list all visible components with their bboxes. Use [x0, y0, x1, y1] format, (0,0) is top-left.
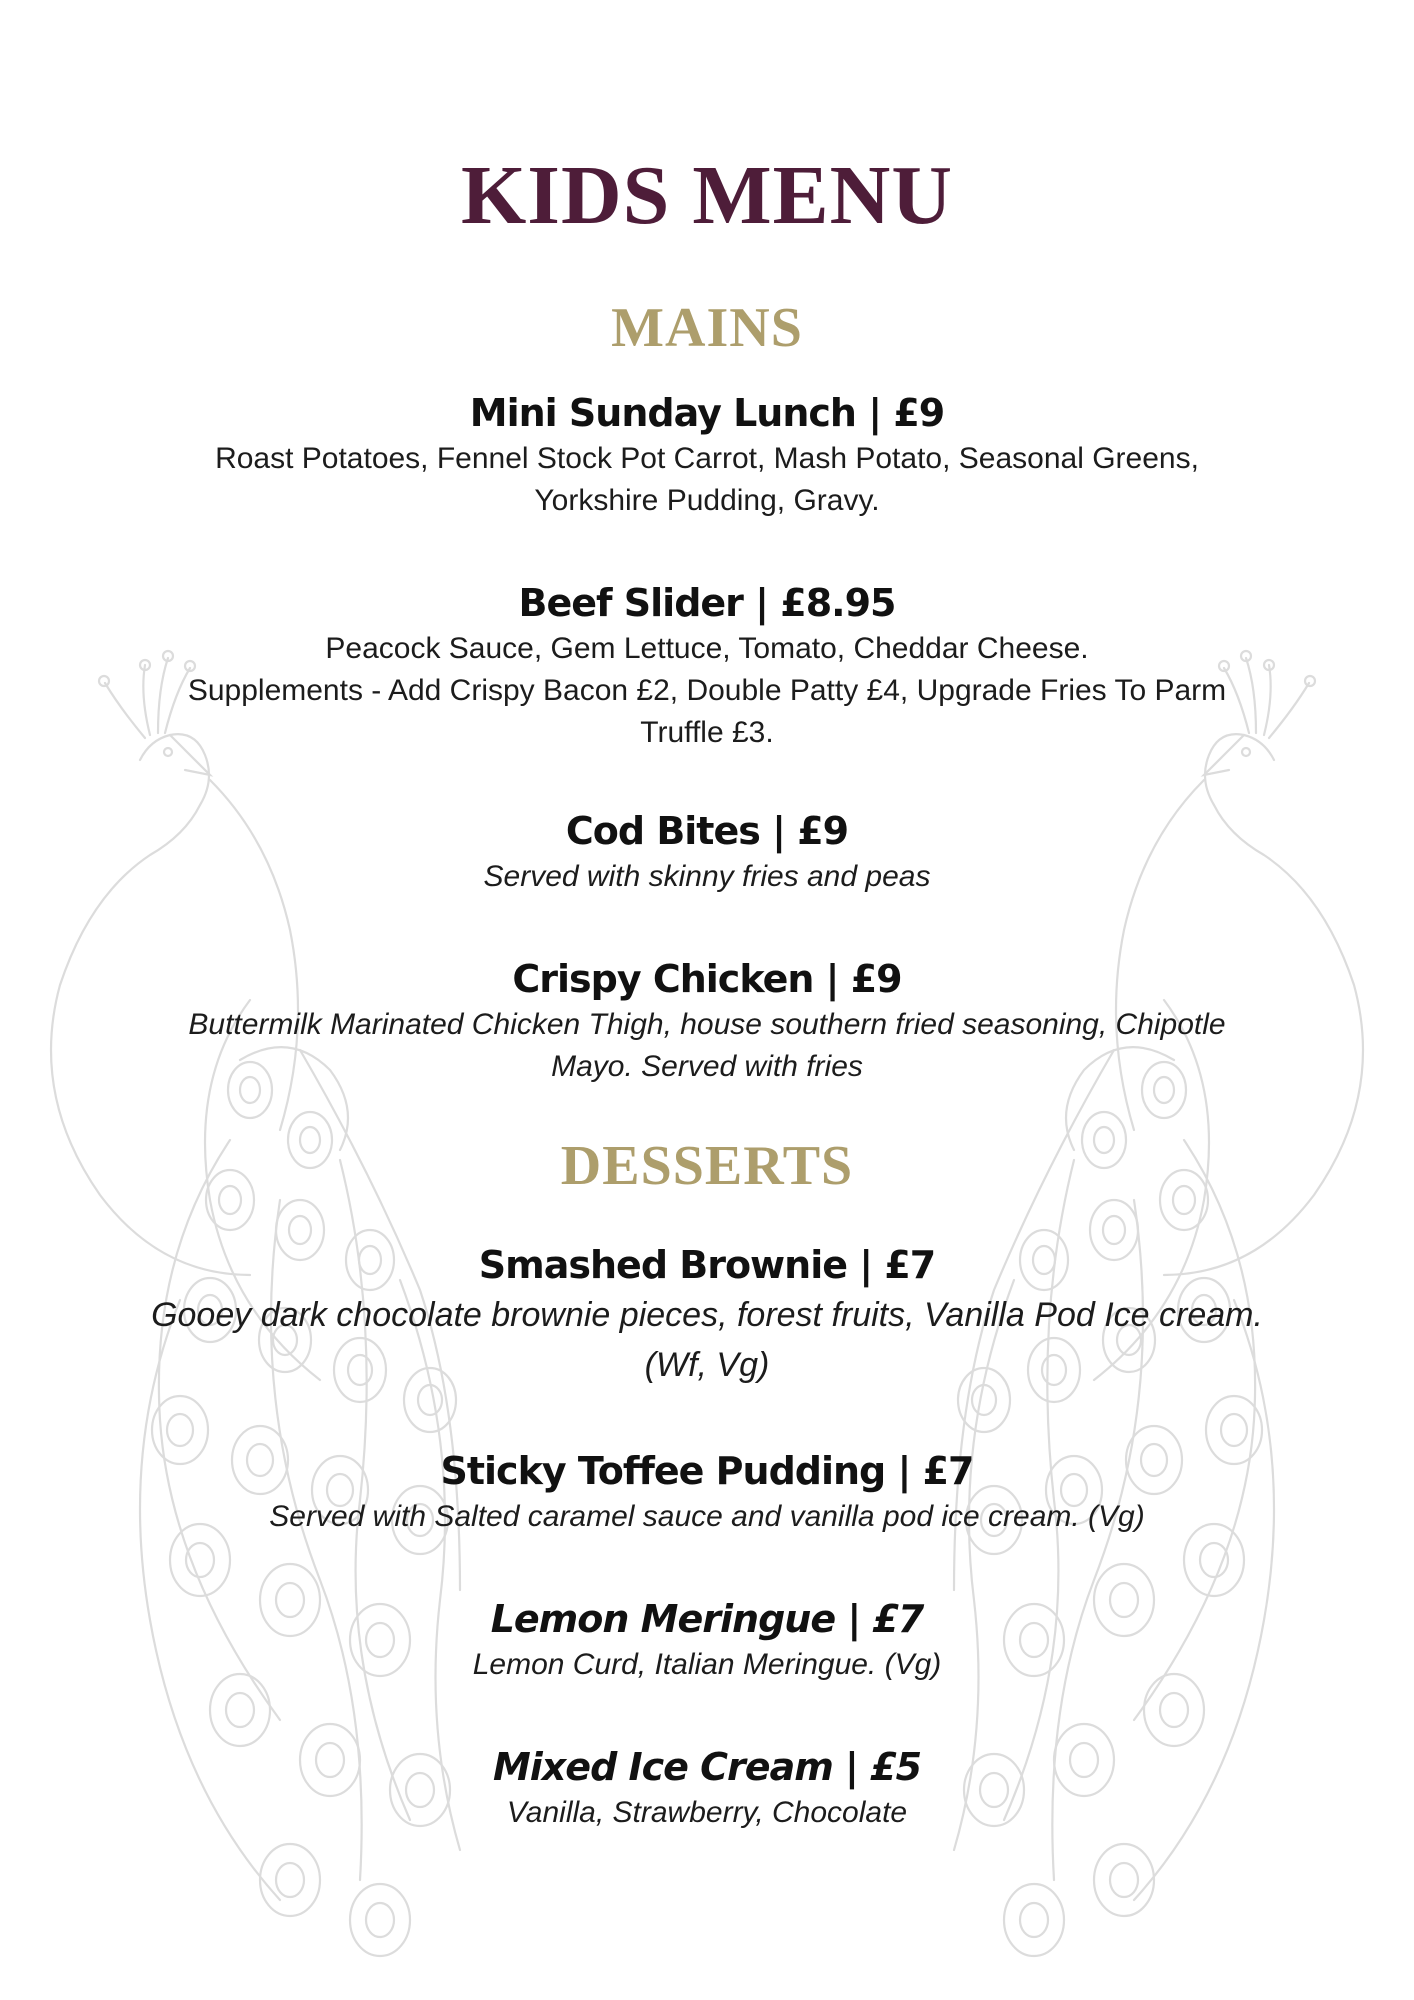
menu-item-crispy-chicken: [150, 954, 1264, 1088]
section-title-desserts: DESSERTS: [560, 1135, 854, 1197]
item-name: Smashed Brownie | £7: [478, 1243, 936, 1287]
menu-title: KIDS MENU: [460, 149, 954, 242]
item-description: Peacock Sauce, Gem Lettuce, Tomato, Cheddar Cheese.: [325, 632, 1089, 665]
item-name: Beef Slider | £8.95: [518, 581, 896, 625]
item-description: Vanilla, Strawberry, Chocolate: [506, 1796, 908, 1829]
menu-item-lemon-meringue: [150, 1594, 1264, 1686]
menu-item-beef-slider: [150, 578, 1264, 754]
item-name: Lemon Meringue | £7: [490, 1597, 924, 1641]
item-name: Sticky Toffee Pudding | £7: [440, 1449, 974, 1493]
item-description: Roast Potatoes, Fennel Stock Pot Carrot, Mash Potato, Seasonal Greens, Yorkshire Pudding, Gravy.: [215, 442, 1199, 517]
item-name: Cod Bites | £9: [565, 809, 849, 853]
item-supplements: Supplements - Add Crispy Bacon £2, Double Patty £4, Upgrade Fries To Parm Truffle £3.: [187, 674, 1227, 749]
section-title-mains: MAINS: [611, 297, 803, 359]
item-description: Lemon Curd, Italian Meringue. (Vg): [472, 1648, 942, 1681]
menu-item-mixed-ice-cream: [150, 1742, 1264, 1834]
item-description: Served with Salted caramel sauce and vanilla pod ice cream. (Vg): [269, 1500, 1145, 1533]
item-name: Crispy Chicken | £9: [512, 957, 902, 1001]
item-description: Buttermilk Marinated Chicken Thigh, house southern fried seasoning, Chipotle Mayo. Served with fries: [188, 1008, 1226, 1083]
item-description: Gooey dark chocolate brownie pieces, forest fruits, Vanilla Pod Ice cream. (Wf, Vg): [151, 1296, 1263, 1384]
item-name: Mini Sunday Lunch | £9: [469, 391, 945, 435]
menu-item-sticky-toffee-pudding: [150, 1446, 1264, 1538]
menu-item-mini-sunday-lunch: [150, 388, 1264, 522]
menu-item-smashed-brownie: [150, 1240, 1264, 1390]
item-name: Mixed Ice Cream | £5: [492, 1745, 922, 1789]
menu-item-cod-bites: [150, 806, 1264, 898]
item-description: Served with skinny fries and peas: [483, 860, 931, 893]
